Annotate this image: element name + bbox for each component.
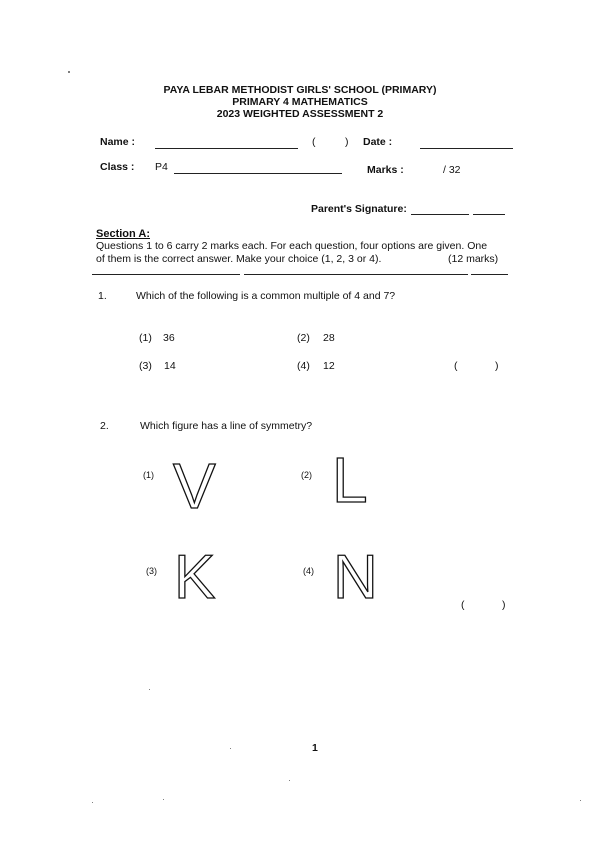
assessment-title: 2023 WEIGHTED ASSESSMENT 2 — [216, 108, 384, 120]
letter-figure-k: K — [174, 543, 216, 612]
question-text: Which figure has a line of symmetry? — [140, 420, 313, 432]
index-paren-close: ) — [345, 136, 349, 148]
option-label: (4) — [297, 360, 310, 372]
option-label: (3) — [139, 360, 152, 372]
scan-speck — [289, 780, 290, 781]
option-label: (1) — [139, 332, 152, 344]
question-text: Which of the following is a common multiple of 4 and 7? — [136, 290, 396, 302]
section-a-title: Section A: — [96, 228, 150, 240]
scan-speck — [230, 748, 231, 749]
scan-speck — [149, 689, 150, 690]
answer-paren-close: ) — [495, 360, 499, 372]
answer-paren-close: ) — [502, 599, 506, 611]
marks-total: / 32 — [443, 164, 461, 176]
option-label: (3) — [146, 566, 157, 576]
option-value: 28 — [323, 332, 335, 344]
question-number: 2. — [100, 420, 109, 432]
scan-speck — [68, 71, 70, 73]
school-name: PAYA LEBAR METHODIST GIRLS' SCHOOL (PRIMARY) — [163, 84, 437, 96]
index-paren-open: ( — [312, 136, 316, 148]
parent-signature-label: Parent's Signature: — [311, 203, 407, 215]
option-label: (2) — [297, 332, 310, 344]
question-number: 1. — [98, 290, 107, 302]
letter-figure-n: N — [333, 543, 378, 612]
letter-figure-v: V — [173, 450, 216, 522]
date-label: Date : — [363, 136, 393, 148]
option-value: 14 — [164, 360, 176, 372]
page-number: 1 — [312, 742, 318, 754]
class-label: Class : — [100, 161, 135, 173]
option-label: (2) — [301, 470, 312, 480]
subject-title: PRIMARY 4 MATHEMATICS — [232, 96, 368, 108]
marks-label: Marks : — [367, 164, 404, 176]
name-label: Name : — [100, 136, 136, 148]
option-label: (1) — [143, 470, 154, 480]
scan-speck — [163, 799, 164, 800]
option-value: 12 — [323, 360, 335, 372]
option-value: 36 — [163, 332, 175, 344]
answer-paren-open: ( — [454, 360, 458, 372]
scan-speck — [580, 800, 581, 801]
section-a-instructions-line2: of them is the correct answer. Make your choice (1, 2, 3 or 4). — [96, 253, 382, 265]
answer-box[interactable] — [467, 597, 499, 613]
class-value: P4 — [155, 161, 168, 173]
section-a-marks: (12 marks) — [448, 253, 499, 265]
scan-speck — [92, 802, 93, 803]
section-a-instructions-line1: Questions 1 to 6 carry 2 marks each. For each question, four options are given. One — [96, 240, 488, 252]
option-label: (4) — [303, 566, 314, 576]
answer-paren-open: ( — [461, 599, 465, 611]
letter-figure-l: L — [332, 444, 368, 516]
